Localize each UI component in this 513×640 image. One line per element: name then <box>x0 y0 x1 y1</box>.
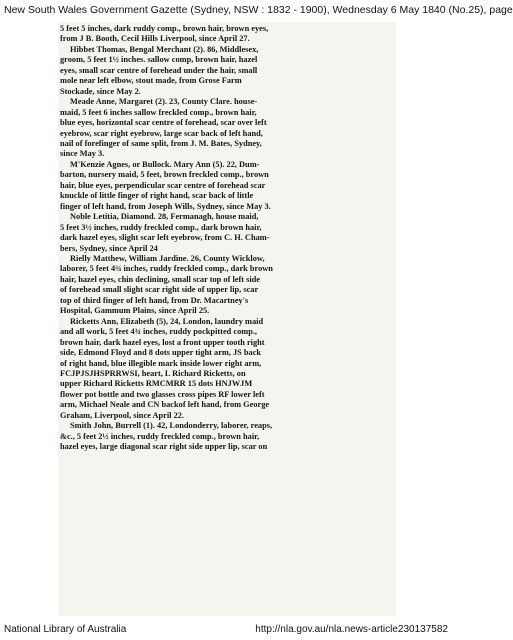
entry-line: laborer, 5 feet 4¾ inches, ruddy freckled comp., dark brown <box>60 264 273 274</box>
entry-line: top of third finger of left hand, from Dr. Macartney's <box>60 295 249 305</box>
footer-url[interactable]: http://nla.gov.au/nla.news-article230137582 <box>255 624 448 635</box>
entry-line: barton, nursery maid, 5 feet, brown freckled comp., brown <box>60 170 269 180</box>
entry-line: Ricketts Ann, Elizabeth (5), 24, London, laundry maid <box>70 316 264 326</box>
entry-line: brown hair, dark hazel eyes, lost a front upper tooth right <box>60 337 265 347</box>
entry-line: hazel eyes, large diagonal scar right side upper lip, scar on <box>60 442 268 452</box>
header-title: New South Wales Government Gazette (Sydney, NSW : 1832 - 1900), Wednesday 6 May 1840 (No.25), page <box>4 4 513 16</box>
entry-line: bers, Sydney, since April 24 <box>60 243 158 253</box>
gazette-entry <box>60 317 394 422</box>
entry-line: Meade Anne, Margaret (2). 23, County Clare. house- <box>70 97 258 107</box>
entry-line: maid, 5 feet 6 inches sallow freckled comp., brown hair, <box>60 107 257 117</box>
entry-line: finger of left hand, from Joseph Wills, Sydney, since May 3. <box>60 201 271 211</box>
entry-line: upper Richard Ricketts RMCMRR 15 dots HNJWJM <box>60 379 253 389</box>
entry-line: and all work, 5 feet 4¾ inches, ruddy pockpitted comp., <box>60 327 258 337</box>
entry-line: side, Edmond Floyd and 8 dots upper tight arm, JS back <box>60 348 262 358</box>
entry-line: M'Kenzie Agnes, or Bullock. Mary Ann (5). 22, Dum- <box>70 159 260 169</box>
entry-line: 5 feet 5 inches, dark ruddy comp., brown hair, brown eyes, <box>60 24 269 33</box>
entry-line: of right hand, blue illegible mark inside lower right arm, <box>60 358 262 368</box>
entry-line: Hibbet Thomas, Bengal Merchant (2). 86, Middlesex, <box>70 44 259 54</box>
gazette-entry <box>60 421 394 452</box>
gazette-text-column <box>60 24 394 453</box>
gazette-entry <box>60 97 394 160</box>
entry-line: Stockade, since May 2. <box>60 86 141 96</box>
gazette-entry <box>60 212 394 254</box>
entry-line: dark hazel eyes, slight scar left eyebrow, from C. H. Cham- <box>60 233 270 243</box>
gazette-entry <box>60 254 394 317</box>
page-header <box>4 3 513 17</box>
entry-line: nail of forefinger of same split, from J. M. Bates, Sydney, <box>60 138 262 148</box>
entry-line: &c., 5 feet 2½ inches, ruddy freckled comp., brown hair, <box>60 431 260 441</box>
entry-line: arm, Michael Neale and CN backof left hand, from George <box>60 400 270 410</box>
gazette-entry <box>60 45 394 97</box>
newspaper-scan <box>58 22 396 616</box>
entry-line: FCJPJSJHSPRRWSI, heart, L Richard Ricketts, on <box>60 368 246 378</box>
entry-line: Noble Letitia, Diamond. 28, Fermanagh, house maid, <box>70 212 259 222</box>
entry-line: Smith John, Burrell (1). 42, Londonderry, laborer, reaps, <box>70 421 273 431</box>
entry-line: hair, hazel eyes, chin declining, small scar top of left side <box>60 274 261 284</box>
entry-line: groom, 5 feet 1½ inches. sallow comp, brown hair, hazel <box>60 55 258 65</box>
entry-line: eyebrow, scar right eyebrow, large scar back of left hand, <box>60 128 263 138</box>
gazette-entry <box>60 160 394 212</box>
entry-line: since May 3. <box>60 149 105 159</box>
entry-line: Hospital, Gammum Plains, since April 25. <box>60 306 210 316</box>
footer-source: National Library of Australia <box>4 624 127 635</box>
entry-line: eyes, small scar centre of forehead under the hair, small <box>60 65 258 75</box>
entry-line: Rielly Matthew, William Jardine. 26, County Wicklow, <box>70 253 265 263</box>
entry-line: knuckle of little finger of right hand, scar back of little <box>60 191 254 201</box>
entry-line: Graham, Liverpool, since April 22. <box>60 410 184 420</box>
entry-line: flower pot bottle and two glasses cross pipes RF lower left <box>60 389 265 399</box>
entry-line: from J B. Booth, Cecil Hills Liverpool, since April 27. <box>60 34 250 44</box>
gazette-entry <box>60 24 394 45</box>
entry-line: mole near left elbow, stout made, from Grose Farm <box>60 76 242 86</box>
entry-line: blue eyes, horizontal scar centre of forehead, scar over left <box>60 118 267 128</box>
entry-line: hair, blue eyes, perpendicular scar centre of forehead scar <box>60 180 266 190</box>
entry-line: 5 feet 3½ inches, ruddy freckled comp., dark brown hair, <box>60 222 262 232</box>
entry-line: of forehead small slight scar right side of upper lip, scar <box>60 285 259 295</box>
